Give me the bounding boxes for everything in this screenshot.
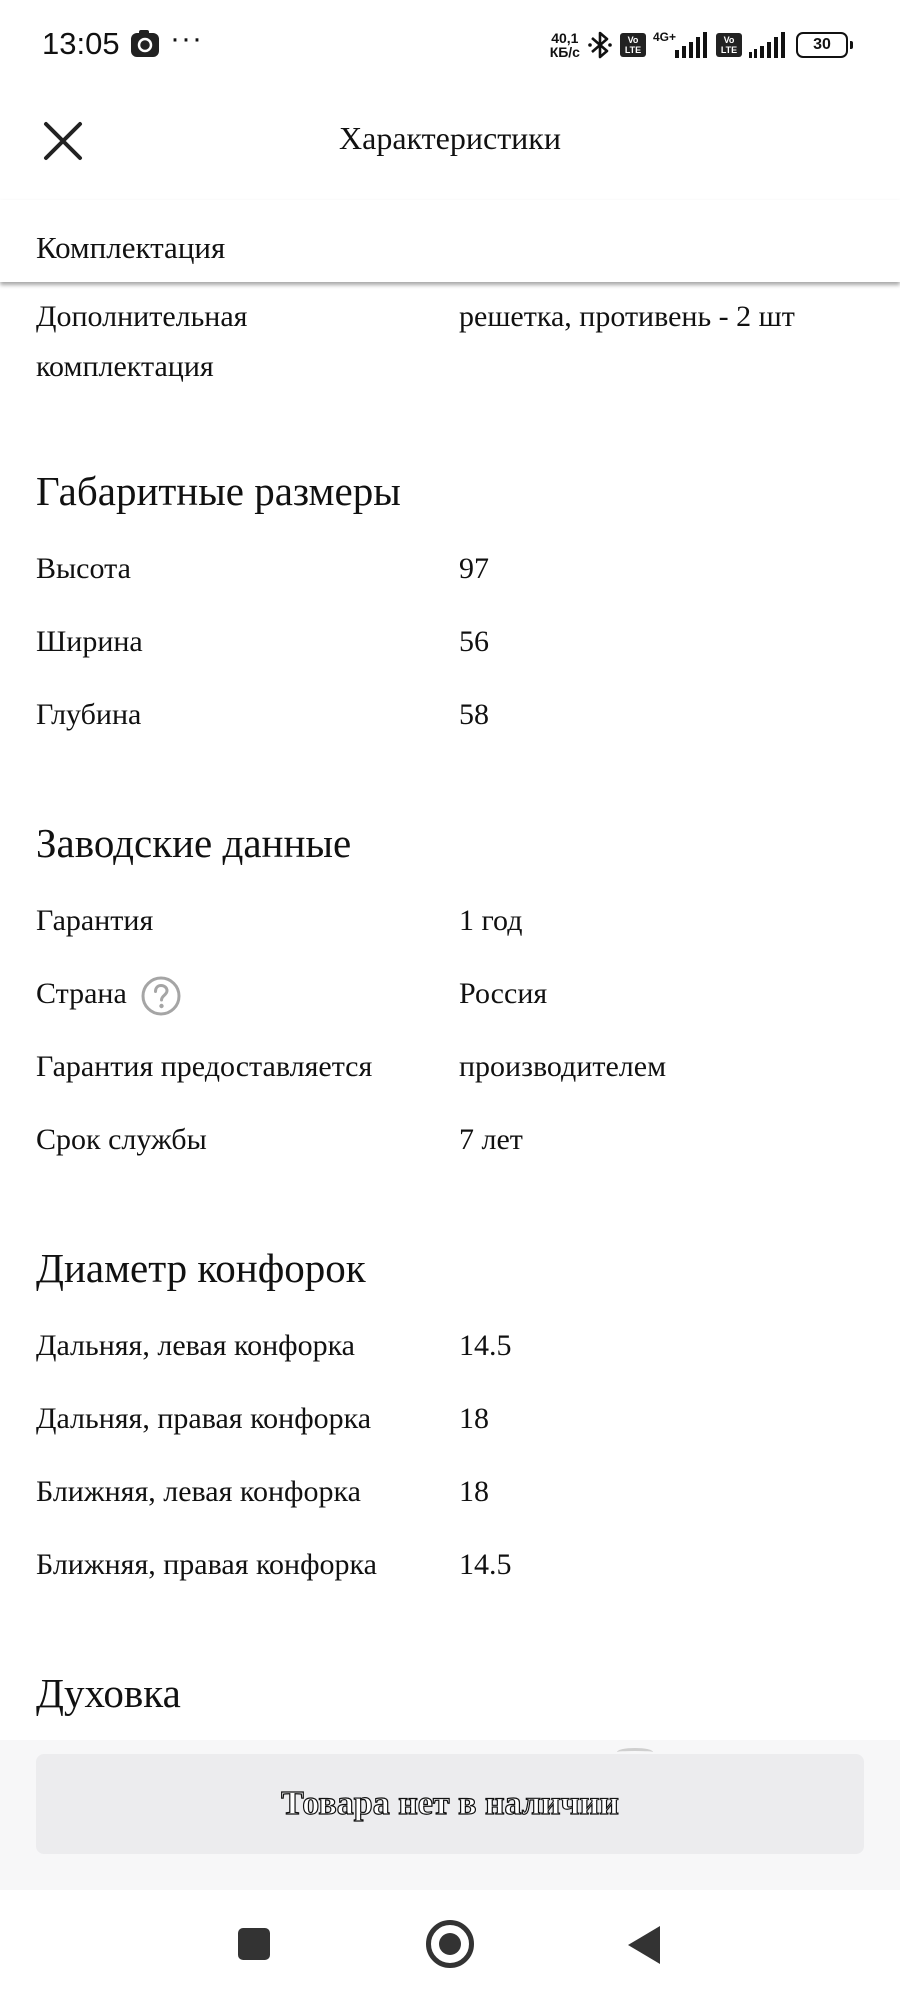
status-bar (0, 0, 900, 90)
sticky-section-label: Комплектация (36, 230, 226, 265)
spec-key-with-help (36, 969, 436, 1019)
spec-key: Ближняя, левая конфорка (36, 1475, 361, 1508)
spec-key: Высота (36, 552, 131, 585)
spec-value: 7 лет (459, 1123, 523, 1156)
spec-key: Ширина (36, 625, 143, 658)
more-notifications-icon: ··· (170, 22, 203, 55)
spec-value: 56 (459, 625, 489, 658)
spec-row (0, 292, 900, 392)
section-title-factory: Заводские данные (36, 820, 352, 866)
spec-key: Дальняя, левая конфорка (36, 1329, 355, 1362)
spec-value: решетка, противень - 2 шт (459, 300, 795, 333)
spec-value: Россия (459, 977, 548, 1010)
network-speed-unit: КБ/с (549, 44, 580, 60)
spec-key: Дополнительная комплектация (36, 300, 248, 383)
system-navigation-bar (0, 1890, 900, 2000)
spec-key: Страна (36, 977, 127, 1010)
spec-value: 18 (459, 1475, 489, 1508)
status-right-cluster (550, 26, 848, 64)
spec-key: Дальняя, правая конфорка (36, 1402, 372, 1435)
bottom-action-panel (0, 1740, 900, 1890)
page-title: Характеристики (339, 120, 561, 156)
network-type: 4G+ (652, 30, 676, 44)
spec-key: Глубина (36, 698, 142, 731)
spec-key: Срок службы (36, 1123, 207, 1156)
network-speed (550, 31, 580, 59)
help-circle-icon[interactable] (141, 976, 181, 1016)
spec-value: 14.5 (459, 1548, 512, 1581)
status-time: 13:05 (42, 26, 120, 61)
spec-value: 14.5 (459, 1329, 512, 1362)
spec-value: производителем (459, 1050, 667, 1083)
top-app-bar (0, 90, 900, 200)
bluetooth-icon (587, 29, 613, 61)
section-title-oven: Духовка (36, 1670, 181, 1716)
spec-value: 1 год (459, 904, 523, 937)
partially-hidden-help-icon (617, 1748, 653, 1756)
sticky-section-header (0, 200, 900, 282)
section-title-burners: Диаметр конфорок (36, 1245, 366, 1291)
spec-key: Гарантия (36, 904, 154, 937)
recent-apps-icon[interactable] (238, 1928, 270, 1960)
spec-value: 97 (459, 552, 489, 585)
section-title-dimensions: Габаритные размеры (36, 468, 401, 514)
out-of-stock-button[interactable]: Товара нет в наличии (36, 1754, 864, 1854)
spec-value: 18 (459, 1402, 489, 1435)
back-icon[interactable] (628, 1926, 660, 1964)
spec-key: Ближняя, правая конфорка (36, 1548, 377, 1581)
battery-icon: 30 (796, 32, 848, 58)
volte-badge-1: Vo LTE (620, 33, 646, 57)
signal-icon-2 (749, 32, 789, 58)
home-icon[interactable] (426, 1920, 474, 1968)
screenshot-app-icon (130, 30, 160, 58)
spec-value: 58 (459, 698, 489, 731)
signal-icon (675, 32, 709, 58)
spec-key: Гарантия предоставляется (36, 1050, 373, 1083)
network-speed-value: 40,1 (551, 30, 579, 46)
volte-badge-2: Vo LTE (716, 33, 742, 57)
